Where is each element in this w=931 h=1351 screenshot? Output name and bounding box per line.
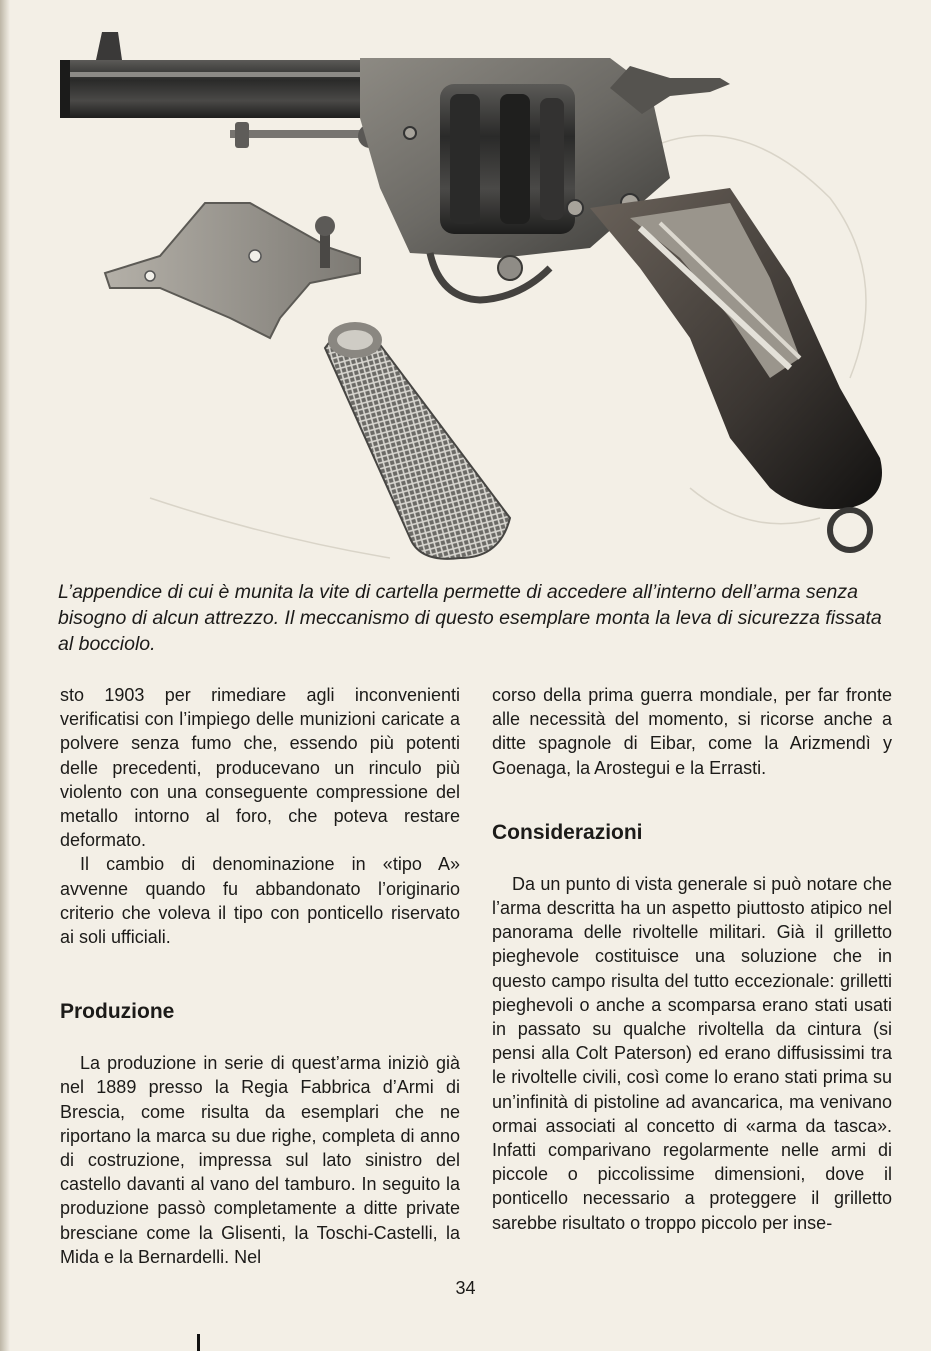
left-paragraph-2: Il cambio di denominazione in «tipo A» avvenne quando fu abbandonato l’originario criterio che voleva il tipo con ponticello riservato ai soli ufficiali. [60,854,460,948]
page-edge-mark [197,1334,200,1351]
right-paragraph-2: Da un punto di vista generale si può notare che l’arma descritta ha un aspetto piuttosto atipico nel panorama delle rivoltelle militari. Già il grilletto pieghevole costituisce una soluzione che in questo campo risulta del tutto eccezionale: grilletti pieghevoli o anche a scomparsa erano stati usati in passato su qualche rivoltella da cintura (si pensi alla Colt Paterson) ed erano diffusissimi tra le rivoltelle civili, così come lo erano stati prima su un’infinità di pistoline ad avancarica, ma venivano ormai associati al concetto di «arma da tasca». Infatti comparivano regolarmente nelle armi di piccole o piccolissime dimensioni, dove il ponticello necessario a proteggere il grilletto sarebbe risultato o troppo piccolo per inse- [492,873,892,1233]
page-number: 34 [455,1278,476,1298]
left-paragraph-3: La produzione in serie di quest’arma iniziò già nel 1889 presso la Regia Fabbrica d’Armi di Brescia, come risulta da esemplari che ne riportano la marca su due righe, completa di anno di costruzione, impressa sul lato sinistro del castello davanti al vano del tamburo. In seguito la produzione passò completamente a ditte private bresciane come la Glisenti, la Toschi-Castelli, la Mida e la Bernardelli. Nel [60,1053,460,1267]
left-paragraph-1: sto 1903 per rimediare agli inconvenienti verificatisi con l’impiego delle munizioni caricate a polvere senza fumo che, essendo più potenti delle precedenti, producevano un rinculo più violento con una conseguente compressione del metallo intorno al foro, che poteva restare deformato. [60,685,460,851]
heading-produzione: Produzione [60,1000,175,1024]
right-column [492,683,892,1235]
right-paragraph-1: corso della prima guerra mondiale, per far fronte alle necessità del momento, si ricorse anche a ditte spagnole di Eibar, come la Arizmendì y Goenaga, la Arostegui e la Errasti. [492,685,892,778]
left-column [60,683,460,1269]
page-binding-shadow [0,0,10,1351]
revolver-photo [30,18,910,578]
figure-caption: L’appendice di cui è munita la vite di cartella permette di accedere all’interno dell’arma senza bisogno di alcun attrezzo. Il meccanismo di questo esemplare monta la leva di sicurezza fissata al bocciolo. [58,581,882,655]
heading-considerazioni: Considerazioni [492,820,643,844]
